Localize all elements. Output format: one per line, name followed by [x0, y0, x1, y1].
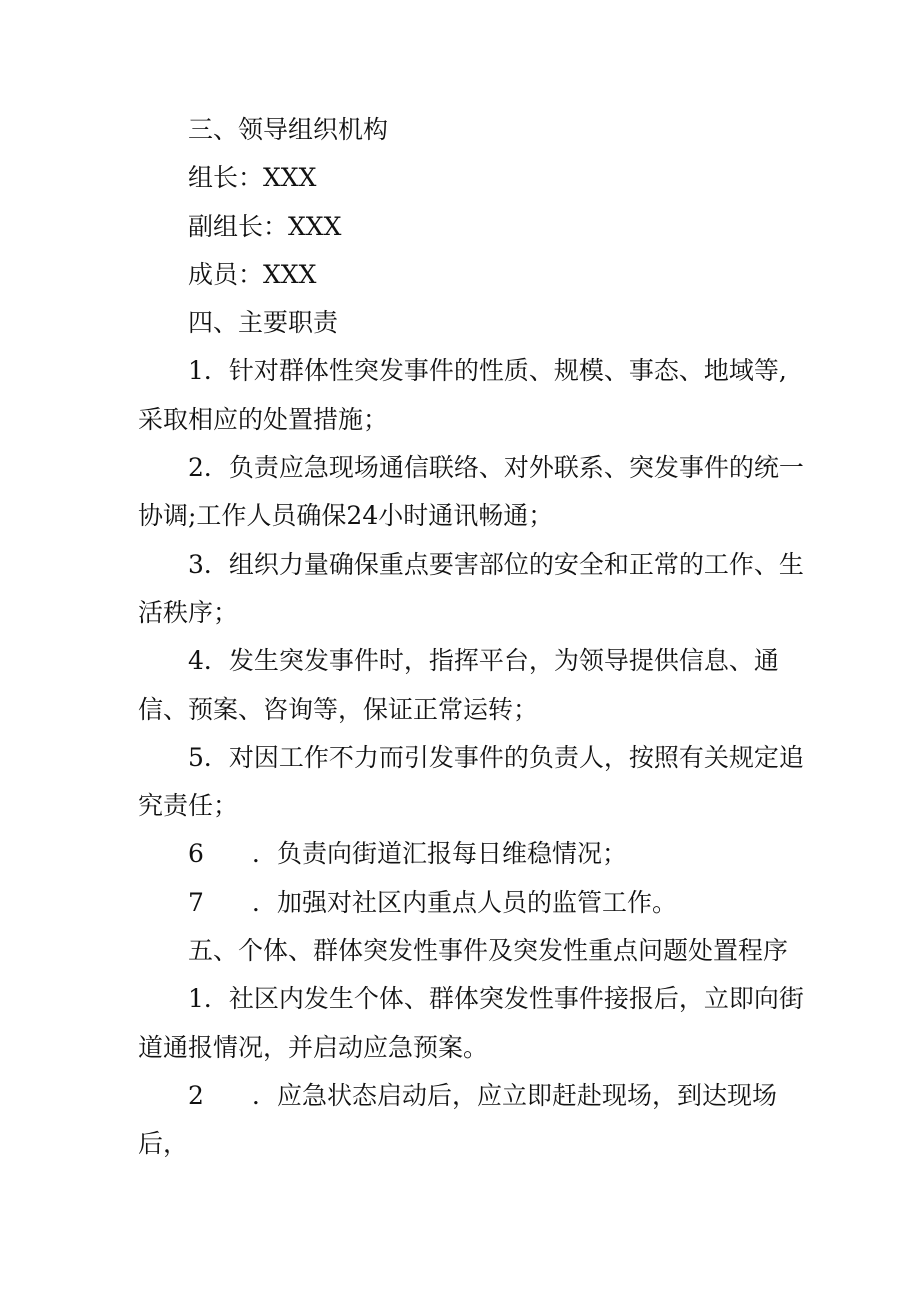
procedure-2-text: ．应急状态启动后，应立即赶赴现场，到达现场	[252, 1080, 778, 1110]
duty-7-line	[138, 879, 798, 927]
members-line: 成员：XXX	[188, 259, 317, 289]
procedure-1-line-1: 1．社区内发生个体、群体突发性事件接报后，立即向街	[188, 984, 804, 1014]
procedure-2-line-1	[138, 1072, 798, 1120]
duty-2-line-1: 2．负责应急现场通信联络、对外联系、突发事件的统一	[188, 453, 804, 483]
duty-4-line-2: 信、预案、咨询等，保证正常运转；	[138, 694, 539, 724]
duty-7-text: ．加强对社区内重点人员的监管工作。	[252, 887, 678, 917]
section-heading-duties: 四、主要职责	[188, 308, 339, 338]
procedure-2-number: 2	[188, 1080, 204, 1110]
procedure-1-line-2: 道通报情况，并启动应急预案。	[138, 1032, 489, 1062]
duty-1-line-2: 采取相应的处置措施；	[138, 404, 389, 434]
duty-5-line-2: 究责任；	[138, 791, 239, 821]
team-leader-line: 组长：XXX	[188, 163, 317, 193]
deputy-leader-line: 副组长：XXX	[188, 211, 342, 241]
duty-7-number: 7	[188, 887, 204, 917]
duty-5-line-1: 5．对因工作不力而引发事件的负责人，按照有关规定追	[188, 742, 804, 772]
section-heading-leadership: 三、领导组织机构	[188, 115, 389, 144]
duty-1-line-1: 1．针对群体性突发事件的性质、规模、事态、地域等,	[188, 356, 787, 386]
duty-2-line-2: 协调;工作人员确保24小时通讯畅通；	[138, 501, 554, 531]
duty-3-line-2: 活秩序；	[138, 597, 239, 627]
duty-3-line-1: 3．组织力量确保重点要害部位的安全和正常的工作、生	[188, 549, 804, 579]
procedure-2-line-2: 后，	[138, 1129, 189, 1159]
duty-6-text: ．负责向街道汇报每日维稳情况；	[252, 839, 628, 869]
document-body	[138, 106, 804, 1169]
section-heading-procedure: 五、个体、群体突发性事件及突发性重点问题处置程序	[188, 936, 789, 966]
duty-4-line-1: 4．发生突发事件时，指挥平台，为领导提供信息、通	[188, 646, 779, 676]
duty-6-number: 6	[188, 839, 204, 869]
duty-6-line	[138, 830, 798, 878]
